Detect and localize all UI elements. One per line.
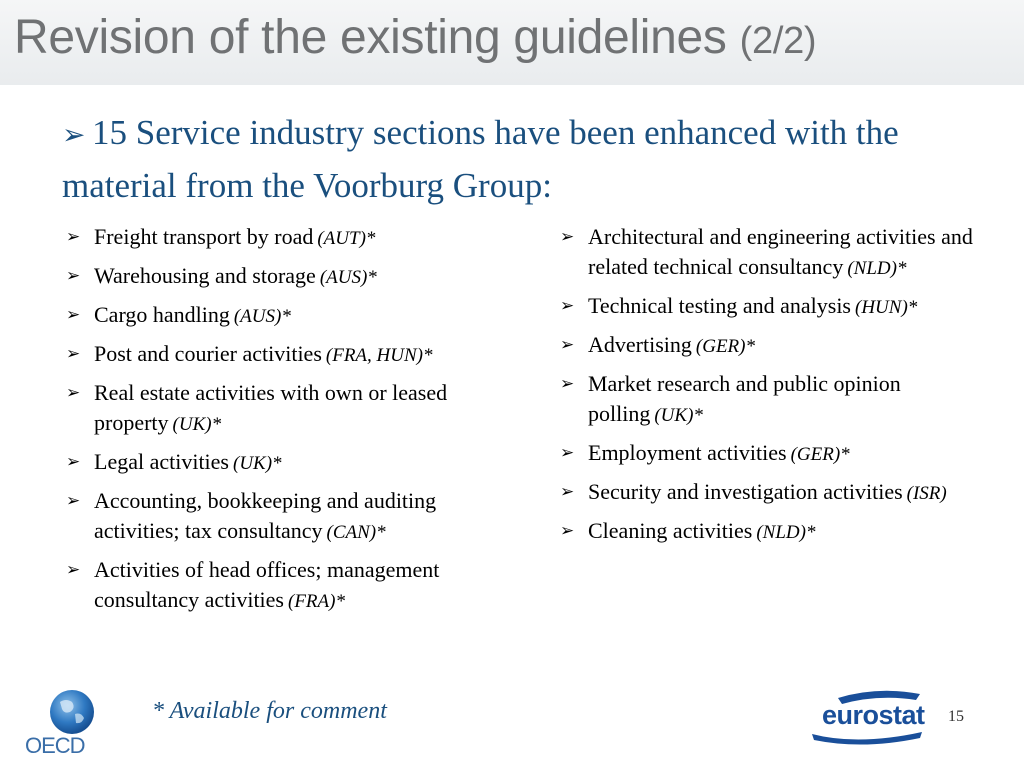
- arrow-bullet-icon: ➢: [66, 227, 81, 246]
- country-tag: (NLD)*: [847, 258, 907, 279]
- right-bullet-list: [560, 222, 980, 555]
- page-number: 15: [948, 708, 964, 725]
- country-tag: (FRA)*: [288, 591, 345, 612]
- country-tag: (GER)*: [790, 444, 850, 465]
- bullet-item-text: Legal activities: [94, 449, 229, 474]
- oecd-logo-text: OECD: [25, 733, 85, 758]
- slide-title: [14, 10, 816, 65]
- bullet-item: [66, 486, 506, 548]
- arrow-bullet-icon: ➢: [66, 344, 81, 363]
- bullet-item: [66, 555, 506, 617]
- country-tag: (UK)*: [172, 414, 222, 435]
- arrow-bullet-icon: ➢: [66, 491, 81, 510]
- bullet-item: [560, 516, 980, 548]
- bullet-item: [66, 378, 506, 440]
- arrow-bullet-icon: ➢: [560, 443, 575, 462]
- bullet-item-text: Accounting, bookkeeping and auditing activities; tax consultancy: [94, 488, 437, 543]
- slide-title-text: Revision of the existing guidelines: [14, 11, 727, 64]
- arrow-bullet-icon: ➢: [560, 374, 575, 393]
- bullet-item-text: Warehousing and storage: [94, 263, 316, 288]
- bullet-item: [560, 369, 980, 431]
- country-tag: (AUT)*: [317, 228, 376, 249]
- bullet-item-text: Security and investigation activities: [588, 479, 903, 504]
- bullet-item-text: Freight transport by road: [94, 224, 314, 249]
- bullet-item: [66, 339, 506, 371]
- arrow-bullet-icon: ➢: [560, 296, 575, 315]
- bullet-item-text: Technical testing and analysis: [588, 293, 851, 318]
- arrow-bullet-icon: ➢: [66, 560, 81, 579]
- bullet-item: [66, 222, 506, 254]
- country-tag: (NLD)*: [756, 522, 816, 543]
- country-tag: (GER)*: [695, 336, 755, 357]
- bullet-item-text: Architectural and engineering activities and related technical consultancy: [588, 224, 973, 279]
- bullet-item: [560, 222, 980, 284]
- arrow-bullet-icon: ➢: [66, 452, 81, 471]
- arrow-bullet-icon: ➢: [560, 227, 575, 246]
- bullet-item: [66, 261, 506, 293]
- arrow-bullet-icon: ➢: [66, 383, 81, 402]
- bullet-item-text: Cleaning activities: [588, 518, 753, 543]
- bullet-item-text: Employment activities: [588, 440, 787, 465]
- slide-title-suffix: (2/2): [739, 20, 817, 62]
- bullet-item-text: Activities of head offices; management consultancy activities: [94, 557, 440, 612]
- country-tag: (ISR): [906, 483, 947, 504]
- country-tag: (CAN)*: [326, 522, 386, 543]
- arrow-bullet-icon: ➢: [66, 266, 81, 285]
- bullet-item: [560, 291, 980, 323]
- country-tag: (AUS)*: [319, 267, 377, 288]
- headline-text: 15 Service industry sections have been enhanced with the material from the Voorburg Group:: [62, 113, 899, 205]
- eurostat-logo-text: eurostat: [822, 700, 925, 730]
- title-bar: [0, 0, 1024, 85]
- bullet-item: [560, 330, 980, 362]
- country-tag: (UK)*: [233, 453, 282, 474]
- bullet-item: [66, 300, 506, 332]
- bullet-item-text: Advertising: [588, 332, 692, 357]
- bullet-item-text: Market research and public opinion polling: [588, 371, 901, 426]
- country-tag: (FRA, HUN)*: [325, 345, 433, 366]
- bullet-item-text: Post and courier activities: [94, 341, 322, 366]
- country-tag: (HUN)*: [855, 297, 918, 318]
- headline: [62, 108, 992, 211]
- bullet-item-text: Cargo handling: [94, 302, 230, 327]
- arrow-bullet-icon: ➢: [66, 305, 81, 324]
- bullet-item: [560, 438, 980, 470]
- bullet-item-text: Real estate activities with own or leased property: [94, 380, 448, 435]
- country-tag: (AUS)*: [233, 306, 291, 327]
- footnote: * Available for comment: [152, 698, 387, 724]
- country-tag: (UK)*: [654, 405, 703, 426]
- arrow-bullet-icon: ➢: [560, 335, 575, 354]
- bullet-item: [66, 447, 506, 479]
- arrow-bullet-icon: ➢: [560, 482, 575, 501]
- left-bullet-list: [66, 222, 506, 624]
- headline-arrow-icon: ➢: [62, 120, 86, 151]
- arrow-bullet-icon: ➢: [560, 521, 575, 540]
- bullet-item: [560, 477, 980, 509]
